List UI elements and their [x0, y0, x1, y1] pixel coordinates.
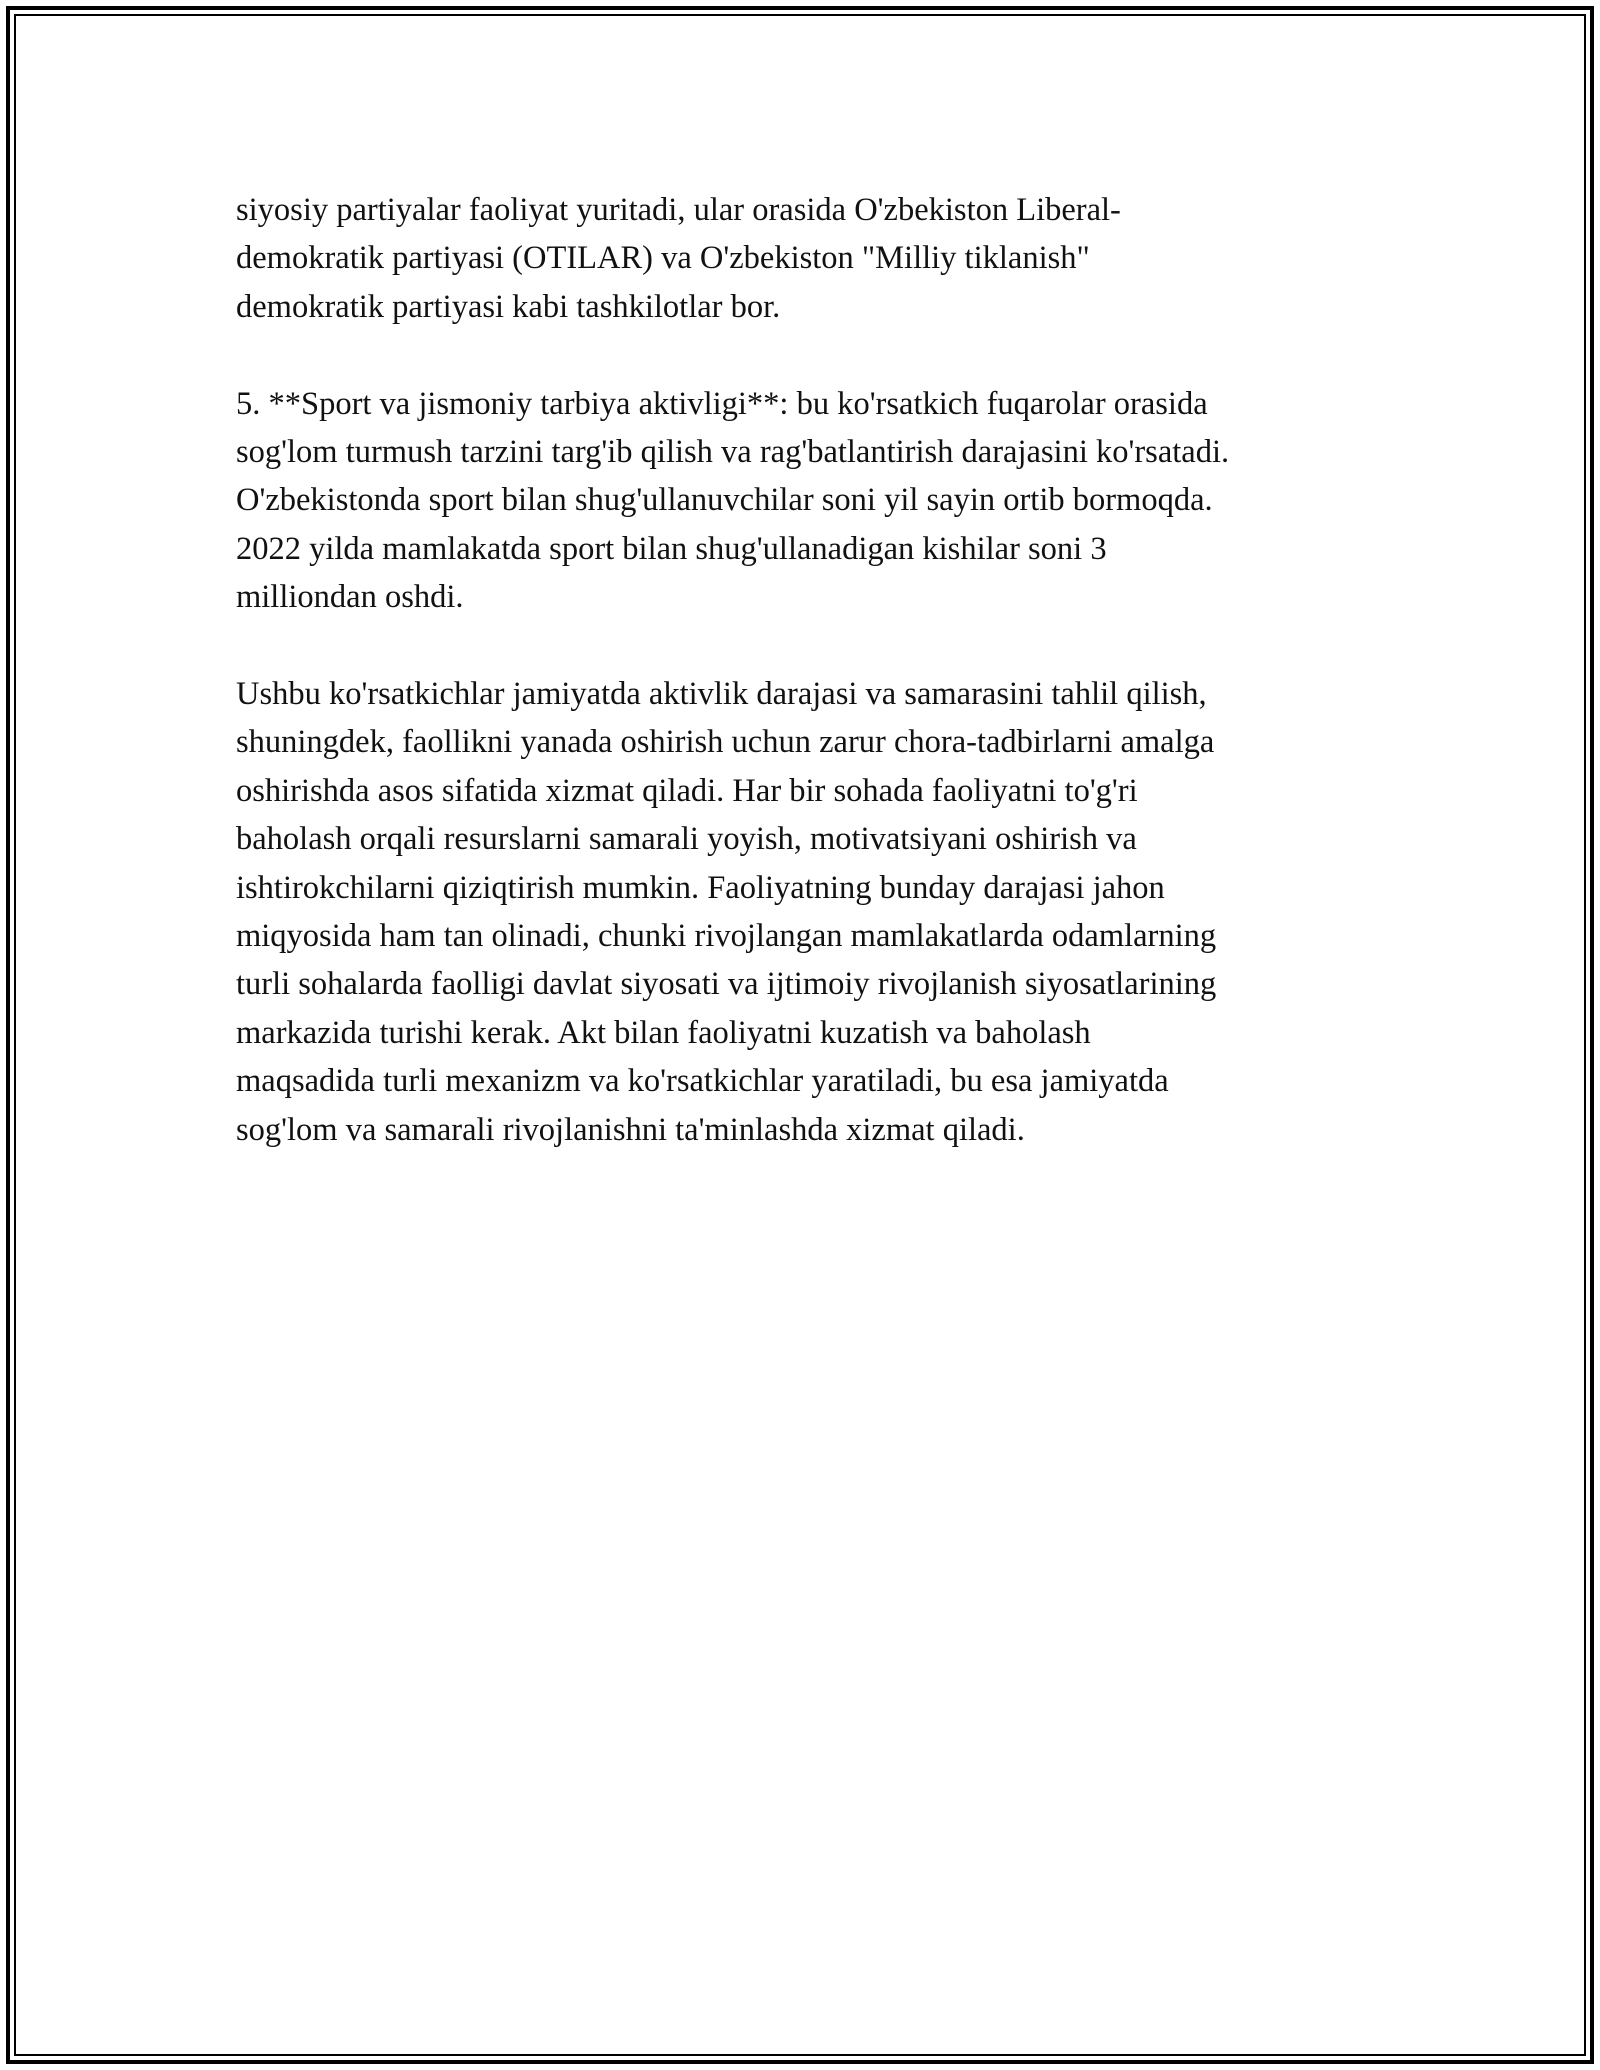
- paragraph-conclusion: Ushbu ko'rsatkichlar jamiyatda aktivlik darajasi va samarasini tahlil qilish, shuningdek, faollikni yanada oshirish uchun zarur chora-tadbirlarni amalga oshirishda asos sifatida xizmat qiladi. Har bir sohada faoliyatni to'g'ri baholash orqali resurslarni samarali yoyish, motivatsiyani oshirish va ishtirokchilarni qiziqtirish mumkin. Faoliyatning bunday darajasi jahon miqyosida ham tan olinadi, chunki rivojlangan mamlakatlarda odamlarning turli sohalarda faolligi davlat siyosati va ijtimoiy rivojlanish siyosatlarining markazida turishi kerak. Akt bilan faoliyatni kuzatish va baholash maqsadida turli mexanizm va ko'rsatkichlar yaratiladi, bu esa jamiyatda sog'lom va samarali rivojlanishni ta'minlashda xizmat qiladi.: [236, 676, 1217, 1148]
- paragraph-political-parties: siyosiy partiyalar faoliyat yuritadi, ular orasida O'zbekiston Liberal- demokratik partiyasi (OTILAR) va O'zbekiston "Milliy tiklanish" demokratik partiyasi kabi tashkilotlar bor.: [236, 192, 1121, 325]
- paragraph-sport-activity: 5. **Sport va jismoniy tarbiya aktivligi**: bu ko'rsatkich fuqarolar orasida sog'lom turmush tarzini targ'ib qilish va rag'batlantirish darajasini ko'rsatadi. O'zbekistonda sport bilan shug'ullanuvchilar soni yil sayin ortib bormoqda. 2022 yilda mamlakatda sport bilan shug'ullanadigan kishilar soni 3 milliondan oshdi.: [236, 385, 1230, 616]
- document-body: [236, 186, 1386, 1202]
